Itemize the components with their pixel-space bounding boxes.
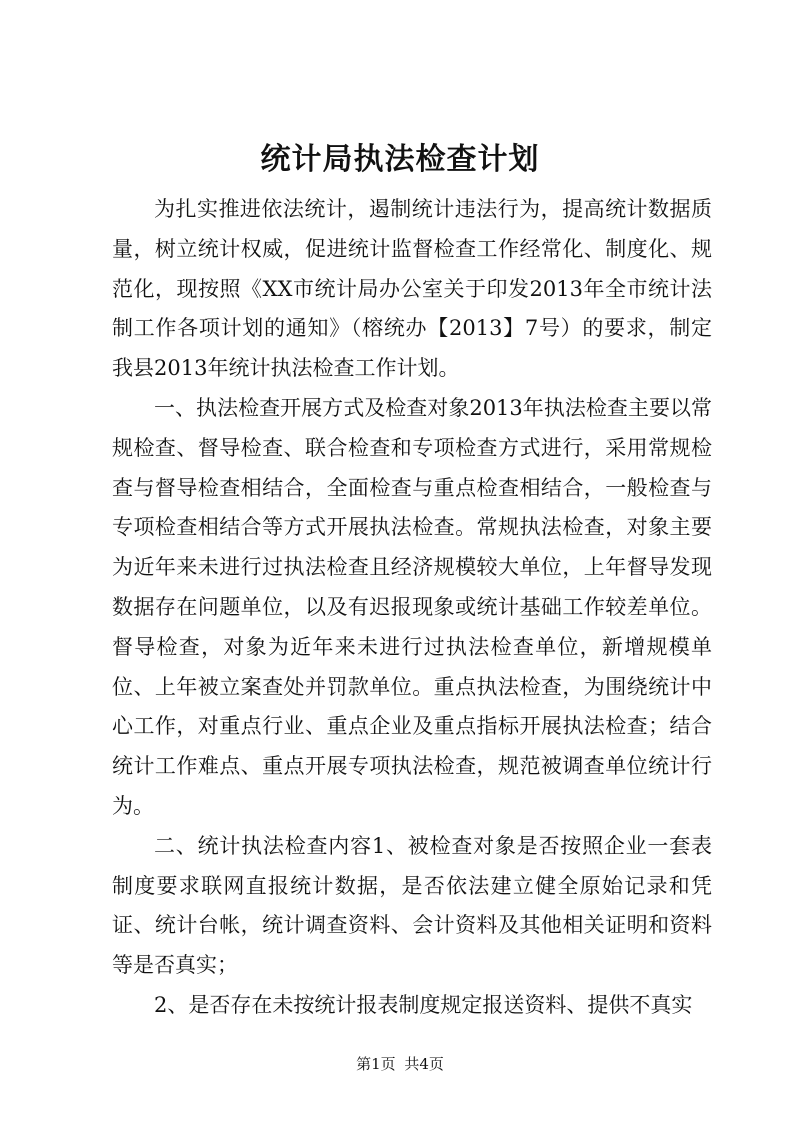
page-footer [0, 1054, 800, 1074]
paragraph-section-2: 二、统计执法检查内容1、被检查对象是否按照企业一套表制度要求联网直报统计数据，是否依法建立健全原始记录和凭证、统计台帐，统计调查资料、会计资料及其他相关证明和资料等是否真实； [112, 833, 712, 978]
paragraph-intro: 为扎实推进依法统计，遏制统计违法行为，提高统计数据质量，树立统计权威，促进统计监督检查工作经常化、制度化、规范化，现按照《XX市统计局办公室关于印发2013年全市统计法制工作各项计划的通知》（榕统办【2013】7号）的要求，制定我县2013年统计执法检查工作计划。 [112, 197, 712, 381]
document-body [112, 190, 712, 1026]
paragraph-item-2: 2、是否存在未按统计报表制度规定报送资料、提供不真实 [154, 992, 693, 1017]
page-title: 统计局执法检查计划 [260, 142, 540, 177]
page-total: 共4页 [404, 1055, 444, 1073]
page-number: 第1页 [356, 1055, 396, 1073]
paragraph-section-1: 一、执法检查开展方式及检查对象2013年执法检查主要以常规检查、督导检查、联合检查和专项检查方式进行，采用常规检查与督导检查相结合，全面检查与重点检查相结合，一般检查与专项检查相结合等方式开展执法检查。常规执法检查，对象主要为近年来未进行过执法检查且经济规模较大单位，上年督导发现数据存在问题单位，以及有迟报现象或统计基础工作较差单位。督导检查，对象为近年来未进行过执法检查单位，新增规模单位、上年被立案查处并罚款单位。重点执法检查，为围绕统计中心工作，对重点行业、重点企业及重点指标开展执法检查；结合统计工作难点、重点开展专项执法检查，规范被调查单位统计行为。 [112, 395, 712, 818]
